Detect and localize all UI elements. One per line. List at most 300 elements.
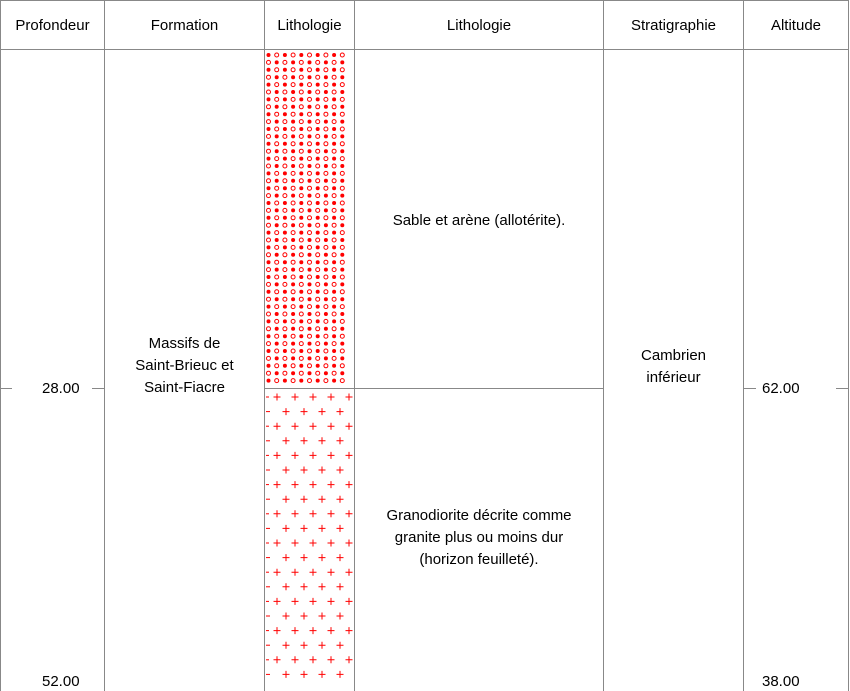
sand-dot: [291, 223, 295, 227]
sand-dot: [316, 282, 320, 286]
sand-dot: [283, 356, 287, 360]
sand-dot: [291, 253, 295, 257]
sand-dot: [332, 53, 336, 57]
sand-pattern: [267, 53, 345, 383]
sand-dot: [291, 60, 295, 64]
sand-dot: [291, 319, 295, 323]
granite-cross: [346, 569, 353, 576]
sand-dot: [283, 179, 287, 183]
sand-dot: [267, 371, 271, 375]
granite-cross: [283, 613, 290, 620]
granite-cross: [292, 423, 299, 430]
sand-dot: [283, 134, 287, 138]
sand-dot: [332, 127, 336, 131]
sand-dot: [332, 120, 336, 124]
sand-dot: [291, 260, 295, 264]
sand-dot: [275, 83, 279, 87]
sand-dot: [324, 319, 328, 323]
sand-dot: [275, 68, 279, 72]
granite-cross: [283, 671, 290, 678]
granite-cross: [328, 394, 335, 401]
granite-cross: [328, 656, 335, 663]
sand-dot: [332, 371, 336, 375]
sand-dot: [324, 305, 328, 309]
sand-dot: [275, 97, 279, 101]
sand-dot: [324, 112, 328, 116]
sand-dot: [308, 53, 312, 57]
sand-dot: [332, 164, 336, 168]
granite-cross: [328, 569, 335, 576]
granite-cross: [292, 569, 299, 576]
sand-dot: [291, 275, 295, 279]
sand-dot: [299, 260, 303, 264]
sand-dot: [283, 216, 287, 220]
granite-cross: [328, 540, 335, 547]
granite-cross: [274, 656, 281, 663]
sand-dot: [267, 149, 271, 153]
granite-cross: [328, 510, 335, 517]
granite-cross: [274, 540, 281, 547]
sand-dot: [291, 120, 295, 124]
sand-dot: [267, 379, 271, 383]
sand-dot: [332, 223, 336, 227]
sand-dot: [316, 90, 320, 94]
sand-dot: [316, 290, 320, 294]
sand-dot: [275, 223, 279, 227]
sand-dot: [283, 290, 287, 294]
sand-dot: [275, 134, 279, 138]
sand-dot: [291, 231, 295, 235]
sand-dot: [267, 112, 271, 116]
sand-dot: [316, 312, 320, 316]
sand-dot: [324, 238, 328, 242]
sand-dot: [291, 112, 295, 116]
sand-dot: [332, 105, 336, 109]
granite-cross: [283, 467, 290, 474]
granite-cross: [337, 671, 344, 678]
granite-cross: [319, 554, 326, 561]
sand-dot: [267, 216, 271, 220]
sand-dot: [324, 312, 328, 316]
sand-dot: [267, 186, 271, 190]
sand-dot: [275, 253, 279, 257]
granite-cross: [283, 496, 290, 503]
granite-cross: [301, 671, 308, 678]
sand-dot: [267, 253, 271, 257]
sand-dot: [332, 112, 336, 116]
sand-dot: [308, 342, 312, 346]
sand-dot: [267, 53, 271, 57]
sand-dot: [308, 290, 312, 294]
stratigraphy-line2: inférieur: [646, 369, 701, 386]
sand-dot: [340, 208, 344, 212]
sand-dot: [316, 157, 320, 161]
sand-dot: [283, 194, 287, 198]
sand-dot: [283, 53, 287, 57]
sand-dot: [324, 349, 328, 353]
sand-dot: [308, 379, 312, 383]
granite-cross: [283, 642, 290, 649]
sand-dot: [340, 97, 344, 101]
sand-dot: [340, 364, 344, 368]
sand-dot: [324, 327, 328, 331]
sand-dot: [340, 231, 344, 235]
sand-dot: [324, 268, 328, 272]
granite-cross: [337, 554, 344, 561]
sand-dot: [267, 223, 271, 227]
granite-cross: [292, 481, 299, 488]
sand-dot: [308, 223, 312, 227]
sand-dot: [332, 238, 336, 242]
granite-cross: [283, 437, 290, 444]
sand-dot: [275, 327, 279, 331]
sand-dot: [324, 334, 328, 338]
sand-dot: [283, 253, 287, 257]
sand-dot: [283, 149, 287, 153]
sand-dot: [316, 379, 320, 383]
granite-cross: [319, 437, 326, 444]
depth-top: 28.00: [42, 380, 80, 397]
sand-dot: [324, 186, 328, 190]
sand-dot: [308, 75, 312, 79]
sand-dot: [267, 334, 271, 338]
sand-dot: [316, 97, 320, 101]
sand-dot: [299, 268, 303, 272]
sand-dot: [324, 201, 328, 205]
sand-dot: [308, 60, 312, 64]
sand-dot: [340, 75, 344, 79]
sand-dot: [291, 208, 295, 212]
sand-dot: [340, 245, 344, 249]
granite-cross: [292, 598, 299, 605]
granite-cross: [337, 525, 344, 532]
sand-dot: [291, 105, 295, 109]
granite-cross: [319, 671, 326, 678]
sand-dot: [291, 334, 295, 338]
sand-dot: [340, 164, 344, 168]
sand-dot: [275, 364, 279, 368]
sand-dot: [308, 364, 312, 368]
sand-dot: [340, 105, 344, 109]
sand-dot: [332, 83, 336, 87]
sand-dot: [332, 68, 336, 72]
sand-dot: [283, 157, 287, 161]
sand-dot: [275, 60, 279, 64]
sand-dot: [332, 349, 336, 353]
sand-dot: [275, 312, 279, 316]
sand-dot: [283, 305, 287, 309]
sand-dot: [299, 90, 303, 94]
sand-dot: [308, 90, 312, 94]
sand-dot: [316, 334, 320, 338]
sand-dot: [324, 179, 328, 183]
sand-dot: [299, 238, 303, 242]
granite-cross: [337, 467, 344, 474]
layer-2-line3: (horizon feuilleté).: [419, 551, 539, 568]
sand-dot: [283, 142, 287, 146]
layer-2-line2: granite plus ou moins dur: [394, 529, 564, 546]
granite-cross: [346, 598, 353, 605]
sand-dot: [308, 253, 312, 257]
sand-dot: [308, 83, 312, 87]
sand-dot: [316, 297, 320, 301]
sand-dot: [291, 68, 295, 72]
sand-dot: [324, 120, 328, 124]
sand-dot: [275, 379, 279, 383]
sand-dot: [308, 216, 312, 220]
sand-dot: [340, 83, 344, 87]
sand-dot: [267, 142, 271, 146]
granite-cross: [301, 467, 308, 474]
sand-dot: [332, 149, 336, 153]
sand-dot: [275, 120, 279, 124]
sand-dot: [308, 349, 312, 353]
sand-dot: [340, 312, 344, 316]
granite-cross: [301, 496, 308, 503]
sand-dot: [324, 260, 328, 264]
sand-dot: [299, 305, 303, 309]
sand-dot: [283, 260, 287, 264]
granite-cross: [328, 452, 335, 459]
granite-cross: [301, 525, 308, 532]
sand-dot: [340, 68, 344, 72]
sand-dot: [332, 327, 336, 331]
sand-dot: [275, 208, 279, 212]
sand-dot: [324, 164, 328, 168]
sand-dot: [340, 305, 344, 309]
sand-dot: [316, 349, 320, 353]
sand-dot: [275, 186, 279, 190]
sand-dot: [291, 201, 295, 205]
sand-dot: [324, 371, 328, 375]
granite-cross: [274, 452, 281, 459]
sand-dot: [283, 282, 287, 286]
sand-dot: [267, 364, 271, 368]
granite-cross: [310, 423, 317, 430]
granite-cross: [346, 394, 353, 401]
header-lithologie-pattern: Lithologie: [277, 16, 342, 34]
sand-dot: [316, 142, 320, 146]
sand-dot: [291, 290, 295, 294]
granite-cross: [292, 627, 299, 634]
sand-dot: [299, 253, 303, 257]
sand-dot: [332, 194, 336, 198]
sand-dot: [299, 97, 303, 101]
sand-dot: [332, 319, 336, 323]
sand-dot: [308, 282, 312, 286]
sand-dot: [316, 327, 320, 331]
sand-dot: [291, 53, 295, 57]
granite-cross: [274, 598, 281, 605]
sand-dot: [308, 149, 312, 153]
sand-dot: [267, 260, 271, 264]
granite-cross: [283, 408, 290, 415]
formation-line1: Massifs de: [148, 335, 221, 352]
sand-dot: [340, 201, 344, 205]
sand-dot: [283, 112, 287, 116]
sand-dot: [291, 134, 295, 138]
granite-cross: [337, 408, 344, 415]
sand-dot: [267, 164, 271, 168]
sand-dot: [283, 164, 287, 168]
granite-cross: [310, 540, 317, 547]
sand-dot: [340, 379, 344, 383]
header-profondeur: Profondeur: [15, 16, 90, 34]
sand-dot: [332, 334, 336, 338]
sand-dot: [308, 134, 312, 138]
sand-dot: [324, 127, 328, 131]
sand-dot: [299, 290, 303, 294]
sand-dot: [308, 371, 312, 375]
sand-dot: [308, 319, 312, 323]
sand-dot: [324, 245, 328, 249]
sand-dot: [332, 342, 336, 346]
sand-dot: [291, 245, 295, 249]
sand-dot: [275, 356, 279, 360]
sand-dot: [267, 83, 271, 87]
sand-dot: [308, 231, 312, 235]
sand-dot: [275, 112, 279, 116]
sand-dot: [340, 327, 344, 331]
sand-dot: [340, 349, 344, 353]
sand-dot: [332, 297, 336, 301]
sand-dot: [283, 75, 287, 79]
granite-cross: [292, 656, 299, 663]
sand-dot: [275, 342, 279, 346]
sand-dot: [291, 342, 295, 346]
sand-dot: [340, 157, 344, 161]
formation-line3: Saint-Fiacre: [144, 379, 225, 396]
sand-dot: [291, 238, 295, 242]
granite-cross: [292, 510, 299, 517]
granite-cross: [319, 408, 326, 415]
sand-dot: [267, 105, 271, 109]
sand-dot: [332, 305, 336, 309]
sand-dot: [340, 334, 344, 338]
sand-dot: [275, 305, 279, 309]
granite-cross: [274, 627, 281, 634]
sand-dot: [308, 105, 312, 109]
sand-dot: [291, 171, 295, 175]
sand-dot: [275, 157, 279, 161]
sand-dot: [332, 157, 336, 161]
granite-cross: [310, 510, 317, 517]
sand-dot: [308, 171, 312, 175]
sand-dot: [275, 282, 279, 286]
sand-dot: [291, 97, 295, 101]
sand-dot: [324, 216, 328, 220]
sand-dot: [324, 157, 328, 161]
sand-dot: [275, 142, 279, 146]
sand-dot: [299, 75, 303, 79]
sand-dot: [316, 201, 320, 205]
stratigraphy-line1: Cambrien: [640, 347, 707, 364]
sand-dot: [267, 134, 271, 138]
sand-dot: [340, 223, 344, 227]
sand-dot: [324, 90, 328, 94]
sand-dot: [299, 297, 303, 301]
granite-cross: [292, 394, 299, 401]
sand-dot: [299, 231, 303, 235]
sand-dot: [299, 142, 303, 146]
sand-dot: [324, 356, 328, 360]
sand-dot: [340, 171, 344, 175]
sand-dot: [332, 179, 336, 183]
sand-dot: [283, 171, 287, 175]
sand-dot: [267, 120, 271, 124]
sand-dot: [291, 297, 295, 301]
sand-dot: [308, 312, 312, 316]
sand-dot: [275, 171, 279, 175]
sand-dot: [324, 223, 328, 227]
sand-dot: [283, 127, 287, 131]
sand-dot: [340, 186, 344, 190]
granite-cross: [274, 394, 281, 401]
granite-cross: [310, 598, 317, 605]
sand-dot: [340, 275, 344, 279]
sand-dot: [340, 238, 344, 242]
sand-dot: [308, 68, 312, 72]
sand-dot: [340, 290, 344, 294]
sand-dot: [340, 297, 344, 301]
sand-dot: [267, 349, 271, 353]
sand-dot: [291, 312, 295, 316]
sand-dot: [299, 149, 303, 153]
sand-dot: [299, 356, 303, 360]
sand-dot: [267, 297, 271, 301]
sand-dot: [340, 216, 344, 220]
sand-dot: [267, 238, 271, 242]
sand-dot: [291, 216, 295, 220]
sand-dot: [324, 105, 328, 109]
sand-dot: [299, 282, 303, 286]
granite-cross: [310, 394, 317, 401]
sand-dot: [340, 268, 344, 272]
sand-dot: [299, 112, 303, 116]
sand-dot: [316, 105, 320, 109]
granite-cross: [337, 642, 344, 649]
granite-cross: [328, 627, 335, 634]
sand-dot: [275, 290, 279, 294]
sand-dot: [308, 297, 312, 301]
sand-dot: [291, 268, 295, 272]
sand-dot: [324, 342, 328, 346]
sand-dot: [332, 134, 336, 138]
sand-dot: [332, 216, 336, 220]
sand-dot: [332, 231, 336, 235]
stratigraphy-name: [604, 345, 743, 389]
sand-dot: [283, 105, 287, 109]
granite-cross: [337, 583, 344, 590]
sand-dot: [324, 208, 328, 212]
sand-dot: [267, 290, 271, 294]
sand-dot: [283, 268, 287, 272]
header-stratigraphie: Stratigraphie: [630, 16, 717, 34]
granite-cross: [274, 569, 281, 576]
sand-dot: [332, 268, 336, 272]
sand-dot: [316, 83, 320, 87]
sand-dot: [275, 90, 279, 94]
sand-dot: [308, 112, 312, 116]
sand-dot: [275, 179, 279, 183]
sand-dot: [316, 134, 320, 138]
sand-dot: [275, 275, 279, 279]
sand-dot: [316, 238, 320, 242]
sand-dot: [332, 275, 336, 279]
sand-dot: [299, 186, 303, 190]
sand-dot: [275, 194, 279, 198]
sand-dot: [308, 179, 312, 183]
